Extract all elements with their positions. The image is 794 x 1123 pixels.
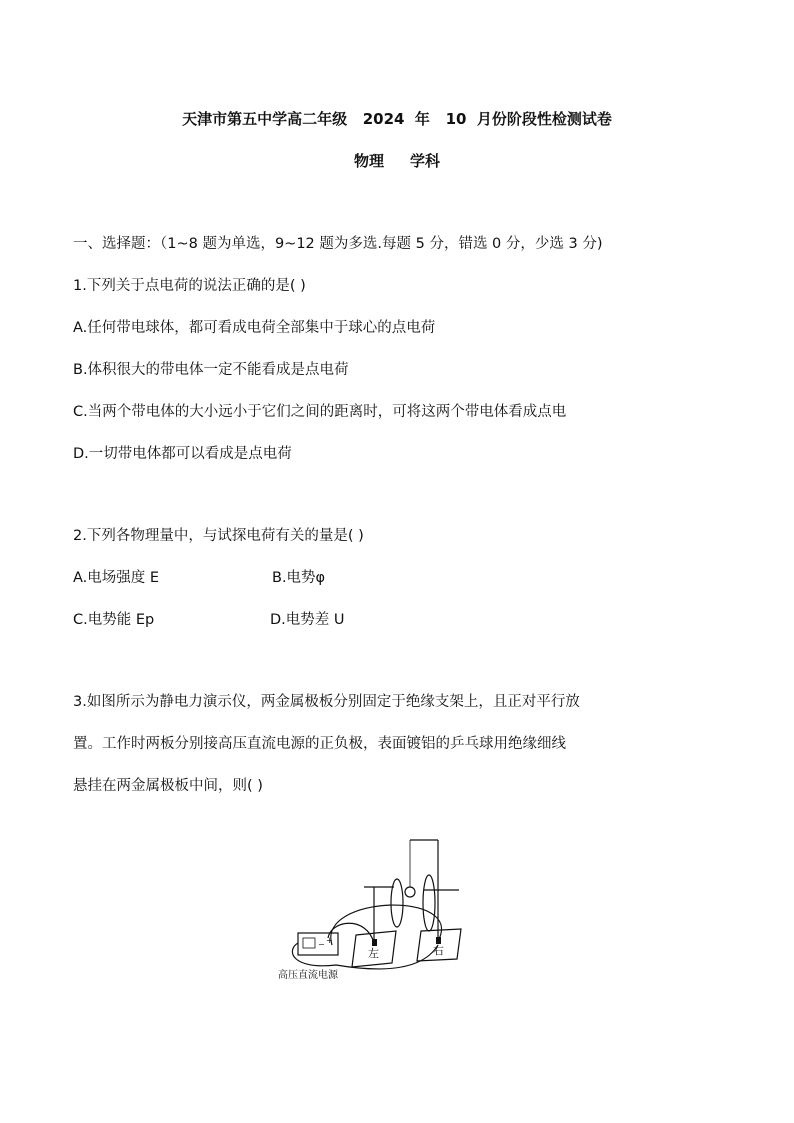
electrostatic-demonstrator-figure	[276, 835, 476, 985]
exam-title: 天津市第五中学高二年级 2024 年 10 月份阶段性检测试卷	[182, 110, 612, 128]
ping-pong-ball	[405, 887, 415, 897]
subject-title: 物理 学科	[353, 152, 441, 170]
question-2-option-d: D.电势差 U	[270, 612, 345, 628]
question-2-stem: 2.下列各物理量中，与试探电荷有关的量是( )	[73, 528, 364, 544]
left-rod-foot	[372, 939, 377, 946]
right-rod-foot	[436, 937, 441, 944]
question-3-stem-line-2: 置。工作时两板分别接高压直流电源的正负极，表面镀铝的乒乓球用绝缘细线	[73, 736, 566, 752]
right-metal-plate	[423, 875, 435, 931]
question-2-option-c: C.电势能 Ep	[73, 612, 155, 628]
question-1-option-a: A.任何带电球体，都可看成电荷全部集中于球心的点电荷	[73, 320, 436, 336]
question-2-option-a: A.电场强度 E	[73, 570, 160, 586]
wire-bottom	[292, 943, 438, 969]
plus-sign: +	[326, 936, 333, 945]
power-supply-display	[303, 938, 315, 948]
question-3-stem-line-3: 悬挂在两金属极板中间，则( )	[73, 778, 263, 794]
right-label: 右	[433, 944, 444, 957]
minus-sign: −	[318, 940, 325, 949]
left-metal-plate	[391, 879, 403, 927]
question-2-option-b: B.电势φ	[272, 570, 326, 586]
section-heading: 一、选择题：（1~8 题为单选，9~12 题为多选.每题 5 分，错选 0 分，少选 3 分)	[73, 236, 603, 252]
power-supply-label: 高压直流电源	[278, 970, 338, 981]
question-3-stem-line-1: 3.如图所示为静电力演示仪，两金属极板分别固定于绝缘支架上，且正对平行放	[73, 694, 580, 710]
question-1-option-c: C.当两个带电体的大小远小于它们之间的距离时，可将这两个带电体看成点电	[73, 404, 567, 420]
question-1-stem: 1.下列关于点电荷的说法正确的是( )	[73, 278, 306, 294]
left-label: 左	[368, 947, 379, 960]
question-1-option-b: B.体积很大的带电体一定不能看成是点电荷	[73, 362, 349, 378]
question-1-option-d: D.一切带电体都可以看成是点电荷	[73, 446, 292, 462]
